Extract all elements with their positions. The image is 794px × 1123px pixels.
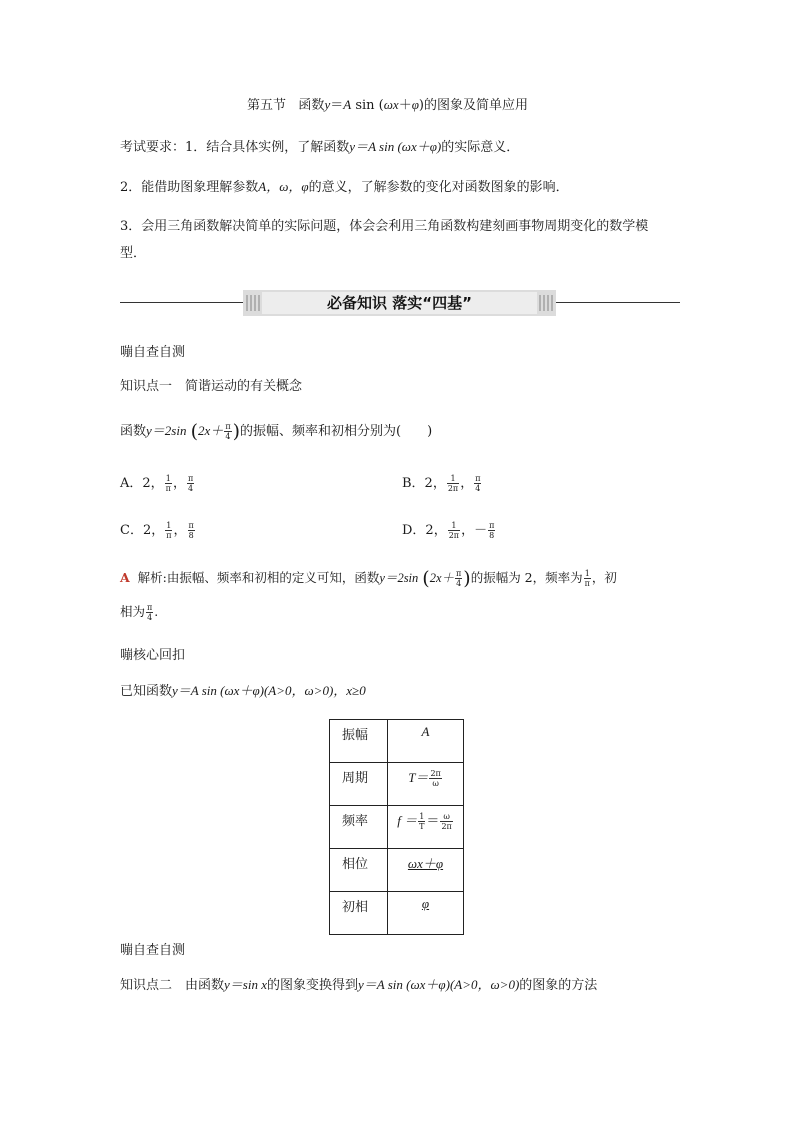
table-row: 振幅 A bbox=[330, 720, 464, 763]
section-heading-self-check: 嘣自查自测 bbox=[120, 345, 186, 360]
requirement-item-3: 3．会用三角函数解决简单的实际问题，体会会利用三角函数构建刻画事物周期变化的数学模 bbox=[120, 219, 649, 234]
knowledge-point-2-heading: 知识点二 由函数y＝sin x的图象变换得到y＝A sin (ωx＋φ)(A>0，ω>0)的图象的方法 bbox=[120, 977, 598, 993]
banner-stripes-left bbox=[246, 295, 260, 311]
option-a[interactable]: A．2， $\frac{1}{\pi}$ ， $\frac{\pi}{4}$ bbox=[120, 474, 194, 493]
requirement-item-2: 2．能借助图象理解参数A，ω，φ的意义，了解参数的变化对函数图象的影响． bbox=[120, 179, 569, 195]
table-row: 周期 T＝ $\frac{2\pi}{\omega}$ bbox=[330, 763, 464, 806]
answer-letter: A bbox=[120, 570, 130, 585]
option-b[interactable]: B．2， $\frac{1}{2\pi}$ ， $\frac{\pi}{4}$ bbox=[402, 474, 481, 493]
banner-text: 必备知识 落实“四基” bbox=[262, 292, 537, 314]
section-heading-core: 嘣核心回扣 bbox=[120, 648, 186, 663]
option-d[interactable]: D．2， $\frac{1}{2\pi}$ ，－ $\frac{\pi}{8}$ bbox=[402, 521, 495, 540]
table-row: 频率 f ＝ $\frac{1}{T}$ ＝ $\frac{\omega}{2\pi}$ bbox=[330, 806, 464, 849]
parameter-table bbox=[329, 719, 464, 935]
banner-line-right bbox=[556, 302, 680, 303]
question-text: 函数y＝2sin (2x＋ $\frac{\pi}{4}$ )的振幅、频率和初相分别为( ) bbox=[120, 420, 433, 443]
table-row: 初相 φ bbox=[330, 892, 464, 935]
answer-analysis: A 解析:由振幅、频率和初相的定义可知，函数y＝2sin (2x＋ $\frac{\pi}{4}$ )的振幅为 2，频率为 $\frac{1}{\pi}$ ，初 bbox=[120, 567, 617, 590]
section-heading-self-check-2: 嘣自查自测 bbox=[120, 943, 186, 958]
option-c[interactable]: C．2， $\frac{1}{\pi}$ ， $\frac{\pi}{8}$ bbox=[120, 521, 194, 540]
banner-line-left bbox=[120, 302, 243, 303]
fraction-pi-over-4: $\frac{\pi}{4}$ bbox=[225, 422, 231, 441]
knowledge-point-heading: 知识点一 简谐运动的有关概念 bbox=[120, 379, 303, 394]
requirement-item-3-cont: 型． bbox=[120, 246, 147, 261]
known-function: 已知函数y＝A sin (ωx＋φ)(A>0，ω>0)，x≥0 bbox=[120, 683, 366, 699]
page-title: 第五节 函数y＝A sin (ωx＋φ)的图象及简单应用 bbox=[247, 97, 529, 113]
requirement-item-1: 考试要求：1．结合具体实例，了解函数y＝A sin (ωx＋φ)的实际意义． bbox=[120, 139, 520, 155]
table-row: 相位 ωx＋φ bbox=[330, 849, 464, 892]
answer-analysis-cont: 相为 $\frac{\pi}{4}$ . bbox=[120, 603, 159, 622]
banner-stripes-right bbox=[539, 295, 553, 311]
